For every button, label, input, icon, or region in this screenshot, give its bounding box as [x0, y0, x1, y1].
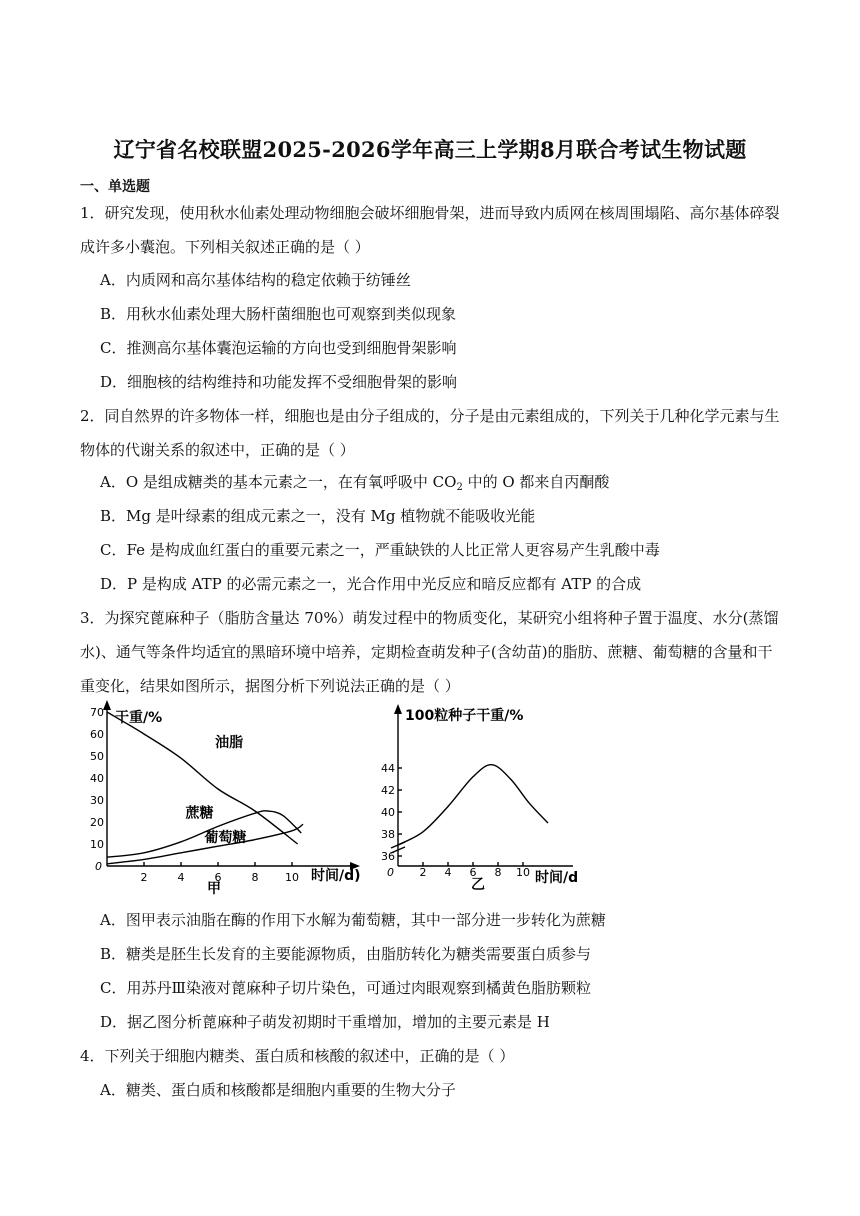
chart-yi-y-tick-label: 38: [381, 828, 395, 841]
chart-jia-series-glucose-label: 葡萄糖: [204, 829, 247, 846]
chart-jia: [85, 700, 375, 895]
question-3-stem: [80, 601, 785, 703]
question-2-stem: [80, 399, 785, 467]
question-3-option-d: D．据乙图分析蓖麻种子萌发初期时干重增加，增加的主要元素是 H: [100, 1013, 550, 1031]
question-2-option-a-text-end: 中的 O 都来自丙酮酸: [462, 473, 610, 491]
chart-jia-x-label: 时间/d): [311, 868, 361, 884]
chart-jia-y-tick-label: 50: [90, 750, 104, 763]
chart-jia-x-tick-label: 2: [140, 871, 148, 884]
question-2-option-b: B．Mg 是叶绿素的组成元素之一，没有 Mg 植物就不能吸收光能: [100, 507, 536, 525]
chart-jia-origin: 0: [95, 860, 102, 873]
question-3-line-3: 重变化，结果如图所示，据图分析下列说法正确的是（ ）: [80, 677, 460, 695]
question-3-option-c: C．用苏丹Ⅲ染液对蓖麻种子切片染色，可通过肉眼观察到橘黄色脂肪颗粒: [100, 979, 591, 997]
question-1-stem: [80, 196, 785, 264]
chart-yi-y-tick-label: 36: [381, 850, 395, 863]
chart-jia-x-tick-label: 6: [214, 871, 222, 884]
question-2-line-1: 2．同自然界的许多物体一样，细胞也是由分子组成的，分子是由元素组成的，下列关于几种化学元素与生: [80, 407, 780, 425]
question-4-option-a: A．糖类、蛋白质和核酸都是细胞内重要的生物大分子: [100, 1081, 456, 1099]
question-2-option-a-text: A．O 是组成糖类的基本元素之一，在有氧呼吸中 CO: [100, 473, 457, 491]
question-2-option-a: [100, 472, 790, 492]
chart-yi-series-dry-weight: [398, 765, 548, 845]
chart-yi-y-tick-label: 42: [381, 784, 395, 797]
question-1-option-b: B．用秋水仙素处理大肠杆菌细胞也可观察到类似现象: [100, 305, 457, 323]
chart-yi-x-label: 时间/d: [535, 870, 579, 886]
chart-jia-y-tick-label: 40: [90, 772, 104, 785]
chart-jia-y-arrow: [103, 700, 111, 710]
chart-jia-y-tick-label: 10: [90, 838, 104, 851]
question-2-option-c: C．Fe 是构成血红蛋白的重要元素之一，严重缺铁的人比正常人更容易产生乳酸中毒: [100, 541, 660, 559]
chart-yi-x-tick-label: 10: [516, 866, 530, 879]
chart-yi-x-tick-label: 6: [469, 866, 477, 879]
question-2-line-2: 物体的代谢关系的叙述中，正确的是（ ）: [80, 441, 355, 459]
chart-yi-x-tick-label: 4: [444, 866, 452, 879]
co2-subscript: 2: [456, 482, 463, 493]
question-3-line-2: 水)、通气等条件均适宜的黑暗环境中培养，定期检查萌发种子(含幼苗)的脂肪、蔗糖、葡萄糖的含量和干: [80, 643, 773, 661]
chart-yi-y-label: 100粒种子干重/%: [405, 708, 524, 724]
question-1-option-a: A．内质网和高尔基体结构的稳定依赖于纺锤丝: [100, 271, 411, 289]
chart-jia-caption: 甲: [207, 881, 221, 897]
chart-jia-y-tick-label: 70: [90, 706, 104, 719]
chart-jia-y-label: 干重/%: [115, 710, 163, 726]
question-3-option-b: B．糖类是胚生长发育的主要能源物质，由脂肪转化为糖类需要蛋白质参与: [100, 945, 592, 963]
chart-yi-x-tick-label: 8: [494, 866, 502, 879]
section-heading: 一、单选题: [80, 179, 150, 195]
chart-jia-y-tick-label: 30: [90, 794, 104, 807]
page-title: 辽宁省名校联盟2025-2026学年高三上学期8月联合考试生物试题: [113, 137, 747, 162]
chart-yi-y-tick-label: 40: [381, 806, 395, 819]
chart-jia-x-tick-label: 4: [177, 871, 185, 884]
question-1-line-2: 成许多小囊泡。下列相关叙述正确的是（ ）: [80, 238, 370, 256]
chart-yi-y-arrow: [394, 704, 402, 714]
question-3-option-a: A．图甲表示油脂在酶的作用下水解为葡萄糖，其中一部分进一步转化为蔗糖: [100, 911, 606, 929]
chart-yi-caption: 乙: [471, 877, 485, 893]
question-1-line-1: 1．研究发现，使用秋水仙素处理动物细胞会破坏细胞骨架，进而导致内质网在核周围塌陷、高尔基体碎裂: [80, 204, 780, 222]
question-1-option-c: C．推测高尔基体囊泡运输的方向也受到细胞骨架影响: [100, 339, 457, 357]
chart-jia-series-sucrose-label: 蔗糖: [185, 805, 214, 822]
chart-yi-x-tick-label: 2: [419, 866, 427, 879]
chart-jia-x-tick-label: 10: [285, 871, 299, 884]
question-4-stem: [80, 1039, 785, 1073]
chart-jia-series-fat-label: 油脂: [215, 735, 244, 752]
chart-yi-y-tick-label: 44: [381, 762, 395, 775]
chart-jia-series-fat: [107, 712, 298, 844]
chart-jia-x-tick-label: 8: [251, 871, 259, 884]
question-3-line-1: 3．为探究蓖麻种子（脂肪含量达 70%）萌发过程中的物质变化，某研究小组将种子置于温度、水分(蒸馏: [80, 609, 779, 627]
chart-yi-origin: 0: [387, 866, 394, 879]
question-1-option-d: D．细胞核的结构维持和功能发挥不受细胞骨架的影响: [100, 373, 458, 391]
question-4-line-1: 4．下列关于细胞内糖类、蛋白质和核酸的叙述中，正确的是（ ）: [80, 1047, 515, 1065]
question-2-option-d: D．P 是构成 ATP 的必需元素之一，光合作用中光反应和暗反应都有 ATP 的合成: [100, 575, 642, 593]
chart-jia-y-tick-label: 20: [90, 816, 104, 829]
chart-jia-y-tick-label: 60: [90, 728, 104, 741]
chart-yi: [381, 700, 595, 895]
